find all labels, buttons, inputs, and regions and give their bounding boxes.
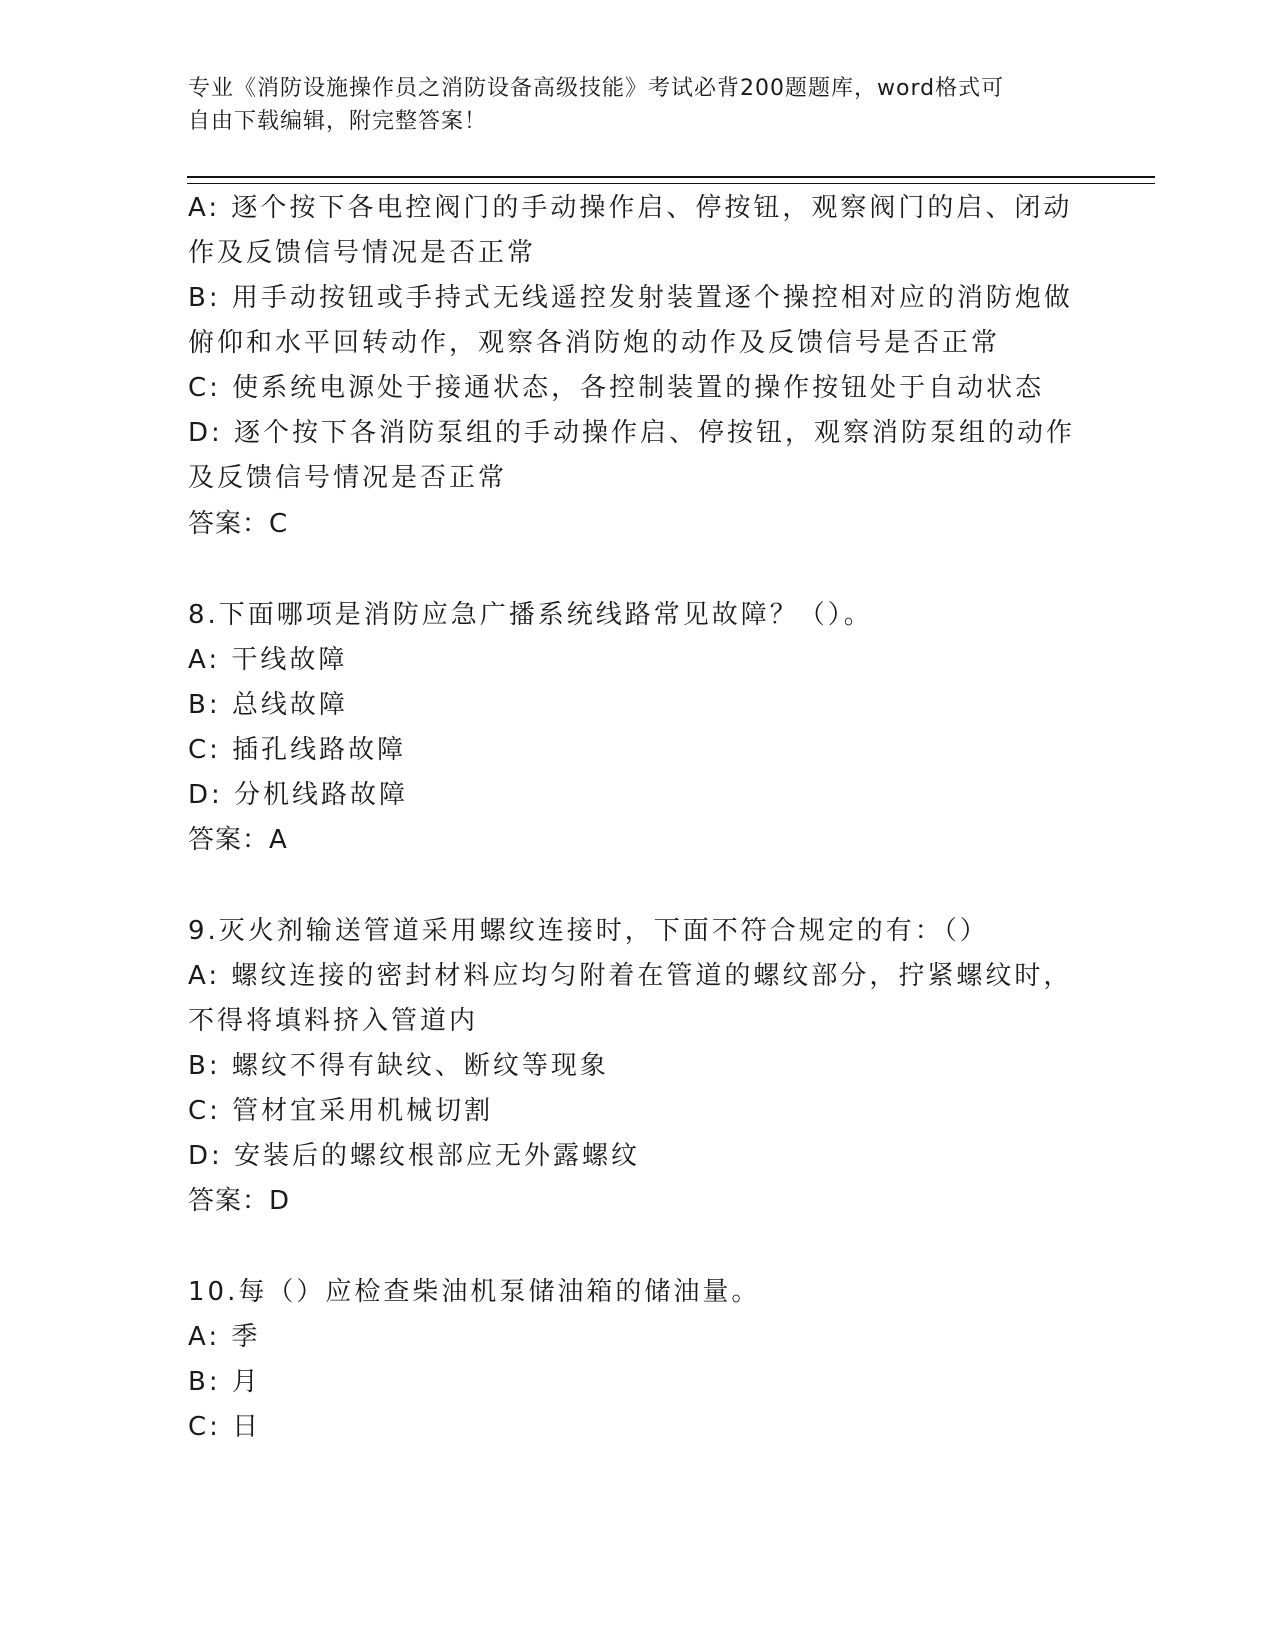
- q7-option-c: C: 使系统电源处于接通状态，各控制装置的操作按钮处于自动状态: [188, 373, 1045, 403]
- q8-option-b: B: 总线故障: [188, 690, 348, 720]
- q8-answer: 答案：A: [188, 825, 288, 855]
- header-divider-thin: [187, 183, 1155, 184]
- q7-option-a-line-1: A: 逐个按下各电控阀门的手动操作启、停按钮，观察阀门的启、闭动: [188, 193, 1073, 223]
- q8-option-a: A: 干线故障: [188, 645, 348, 675]
- q7-answer: 答案：C: [188, 509, 289, 539]
- document-header: [188, 72, 1068, 138]
- q9-option-d: D: 安装后的螺纹根部应无外露螺纹: [188, 1141, 641, 1171]
- header-divider: [187, 176, 1155, 178]
- q7-option-b-line-1: B: 用手动按钮或手持式无线遥控发射装置逐个操控相对应的消防炮做: [188, 283, 1073, 313]
- q9-answer: 答案：D: [188, 1186, 291, 1216]
- q9-option-a-line-2: 不得将填料挤入管道内: [188, 1006, 479, 1036]
- q7-option-a-line-2: 作及反馈信号情况是否正常: [188, 238, 537, 268]
- q7-option-b-line-2: 俯仰和水平回转动作，观察各消防炮的动作及反馈信号是否正常: [188, 328, 1001, 358]
- q9-option-b: B: 螺纹不得有缺纹、断纹等现象: [188, 1051, 609, 1081]
- q10-option-a: A: 季: [188, 1322, 261, 1352]
- header-line-2: 自由下载编辑，附完整答案！: [188, 109, 488, 134]
- q10-option-c: C: 日: [188, 1412, 262, 1442]
- q9-question: 9.灭火剂输送管道采用螺纹连接时，下面不符合规定的有：（）: [188, 916, 989, 946]
- q8-option-c: C: 插孔线路故障: [188, 735, 407, 765]
- header-line-1: 专业《消防设施操作员之消防设备高级技能》考试必背200题题库，word格式可: [188, 76, 1005, 101]
- q9-option-c: C: 管材宜采用机械切割: [188, 1096, 494, 1126]
- q10-option-b: B: 月: [188, 1367, 261, 1397]
- q8-question: 8.下面哪项是消防应急广播系统线路常见故障？（）。: [188, 600, 873, 630]
- q7-option-d-line-2: 及反馈信号情况是否正常: [188, 463, 508, 493]
- q9-option-a-line-1: A: 螺纹连接的密封材料应均匀附着在管道的螺纹部分，拧紧螺纹时，: [188, 961, 1073, 991]
- q10-question: 10.每（）应检查柴油机泵储油箱的储油量。: [188, 1277, 761, 1307]
- q7-option-d-line-1: D: 逐个按下各消防泵组的手动操作启、停按钮，观察消防泵组的动作: [188, 418, 1076, 448]
- q8-option-d: D: 分机线路故障: [188, 780, 409, 810]
